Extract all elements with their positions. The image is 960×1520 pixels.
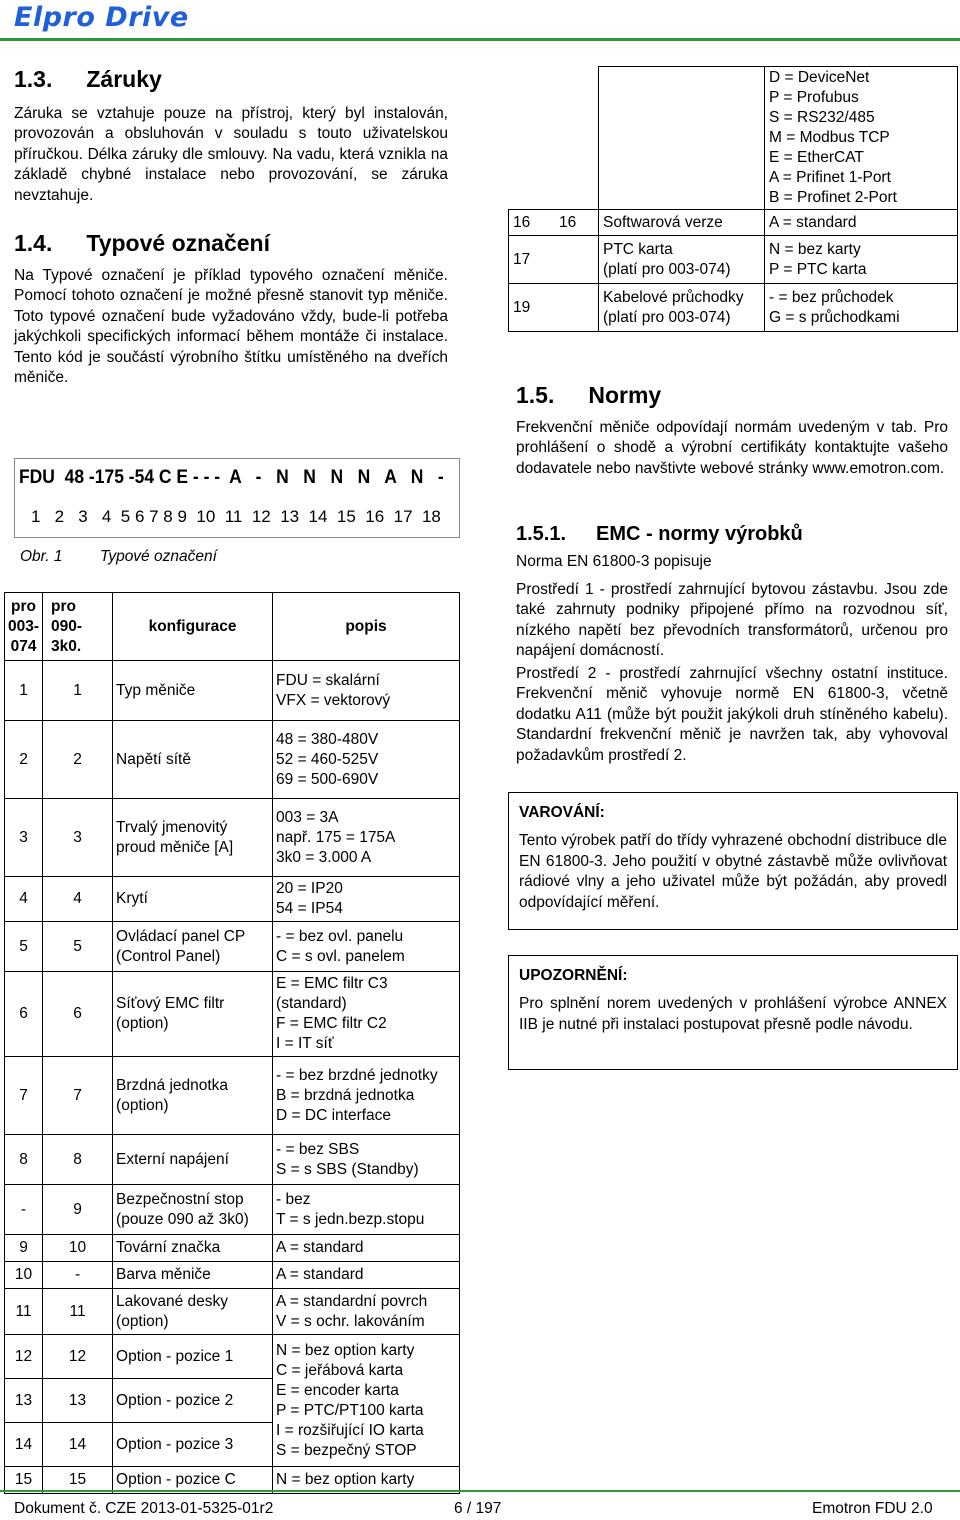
section-number: 1.5.1.	[516, 523, 567, 545]
footer-rule	[0, 1490, 960, 1492]
type-designation-text: Na Typové označení je příklad typového označení měniče. Pomocí tohoto označení je možné přesně stanovit typ měniče. Toto typové označení bude vyžadováno vždy, bude-li potřeba jakýchkoli specifických informací během montáže či instalace. Tento kód je součástí výrobního štítku umístěného na dveřích měniče.	[14, 267, 448, 387]
table-cell: Napětí sítě	[113, 721, 273, 799]
table-cell: 12	[5, 1335, 43, 1379]
table-row	[5, 799, 460, 877]
table-cell: - = bez průchodek G = s průchodkami	[765, 284, 958, 332]
table-cell: 1	[43, 661, 113, 721]
notice-box	[508, 955, 958, 1070]
position-003-074: 17	[513, 250, 531, 268]
table-cell: - = bez brzdné jednotky B = brzdná jednotka D = DC interface	[273, 1057, 460, 1135]
notice-text: Pro splnění norem uvedených v prohlášení výrobce ANNEX IIB je nutné při instalaci postupovat přesně podle návodu.	[519, 995, 947, 1033]
fieldbus-options: D = DeviceNet P = Profubus S = RS232/485 M = Modbus TCP E = EtherCAT A = Prifinet 1-Port B = Profinet 2-Port	[765, 67, 958, 210]
document-number: Dokument č. CZE 2013-01-5325-01r2	[14, 1500, 274, 1517]
environment-2-text: Prostředí 2 - prostředí zahrnující všechny ostatní instituce. Frekvenční měnič vyhovuje normě EN 61800-3, včetně dodatku A11 (může být použit jakýkoli druh stíněného kabelu). Standardní frekvenční měnič je navržen tak, aby vyhovoval požadavkům prostředí 2.	[516, 665, 948, 764]
table-cell: Option - pozice 1	[113, 1335, 273, 1379]
table-row	[5, 661, 460, 721]
table-cell: Externí napájení	[113, 1135, 273, 1185]
section-title: Typové označení	[86, 230, 270, 256]
table-cell: 4	[43, 877, 113, 922]
table-cell: Síťový EMC filtr (option)	[113, 972, 273, 1057]
brand-title: Elpro Drive	[14, 2, 189, 33]
table-row	[5, 1135, 460, 1185]
type-code-box	[14, 458, 460, 538]
table-cell: 14	[5, 1423, 43, 1467]
configuration-table	[4, 592, 460, 1494]
table-row	[5, 972, 460, 1057]
header-cell: popis	[273, 593, 460, 661]
table-cell: A = standardní povrch V = s ochr. lakováním	[273, 1289, 460, 1335]
header-cell: pro 003-074	[5, 593, 43, 661]
position-cell	[509, 210, 599, 236]
table-cell: - = bez ovl. panelu C = s ovl. panelem	[273, 922, 460, 972]
table-cell: Tovární značka	[113, 1235, 273, 1262]
header-rule	[0, 38, 960, 41]
table-row	[5, 1262, 460, 1289]
table-cell: 10	[43, 1235, 113, 1262]
position-090-3k0: 16	[559, 213, 577, 231]
section-1-4-heading	[14, 230, 270, 257]
header-cell: pro 090-3k0.	[43, 593, 113, 661]
table-cell: 14	[43, 1423, 113, 1467]
section-number: 1.5.	[516, 382, 555, 408]
type-code-line: FDU 48 -175 -54 C E - - - A - N N N N A N -	[19, 467, 444, 488]
table-cell: 4	[5, 877, 43, 922]
table-row	[5, 1235, 460, 1262]
warning-text: Tento výrobek patří do třídy vyhrazené obchodní distribuce dle EN 61800-3. Jeho použití v obytné zástavbě může ovlivňovat rádiové vlny a jeho uživatel může být požádán, aby provedl odpovídající měření.	[519, 832, 947, 911]
section-title: Záruky	[86, 66, 162, 92]
table-cell: 13	[5, 1379, 43, 1423]
figure-caption: Typové označení	[100, 548, 217, 565]
table-cell: 5	[43, 922, 113, 972]
table-row	[509, 67, 958, 210]
table-cell: 15	[5, 1467, 43, 1494]
table-cell: PTC karta (platí pro 003-074)	[599, 236, 765, 284]
position-cell	[509, 236, 599, 284]
table-cell: E = EMC filtr C3 (standard) F = EMC filtr C2 I = IT síť	[273, 972, 460, 1057]
table-cell: - = bez SBS S = s SBS (Standby)	[273, 1135, 460, 1185]
section-number: 1.3.	[14, 66, 53, 92]
table-cell: Bezpečnostní stop (pouze 090 až 3k0)	[113, 1185, 273, 1235]
table-cell: 8	[43, 1135, 113, 1185]
table-cell: Option - pozice C	[113, 1467, 273, 1494]
table-row	[5, 1335, 460, 1379]
table-cell: 8	[5, 1135, 43, 1185]
table-cell: 2	[5, 721, 43, 799]
warranty-text: Záruka se vztahuje pouze na přístroj, který byl instalován, provozován a obsluhován v souladu s touto uživatelskou příručkou. Délka záruky dle smlouvy. Na vadu, která vznikla na základě chybné instalace nebo provozování, se záruka nevztahuje.	[14, 105, 448, 204]
page-number: 6 / 197	[454, 1500, 502, 1517]
table-cell: A = standard	[273, 1262, 460, 1289]
figure-label: Obr. 1	[20, 548, 63, 565]
table-cell: A = standard	[765, 210, 958, 236]
table-row	[509, 210, 958, 236]
section-title: EMC - normy výrobků	[596, 523, 803, 545]
section-1-5-1-heading	[516, 523, 803, 546]
table-cell: 13	[43, 1379, 113, 1423]
table-cell: Kabelové průchodky (platí pro 003-074)	[599, 284, 765, 332]
table-cell: Option - pozice 3	[113, 1423, 273, 1467]
section-1-5-heading	[516, 382, 661, 409]
option-card-options: N = bez option karty C = jeřábová karta E = encoder karta P = PTC/PT100 karta I = rozšiřující IO karta S = bezpečný STOP	[273, 1335, 460, 1467]
product-name: Emotron FDU 2.0	[812, 1500, 933, 1517]
table-cell: Barva měniče	[113, 1262, 273, 1289]
table-cell: 20 = IP20 54 = IP54	[273, 877, 460, 922]
notice-title: UPOZORNĚNÍ:	[519, 967, 628, 984]
table-row	[509, 236, 958, 284]
table-cell: 11	[43, 1289, 113, 1335]
position-003-074: 19	[513, 298, 531, 316]
table-header-row	[5, 593, 460, 661]
table-row	[5, 877, 460, 922]
table-row	[509, 284, 958, 332]
section-title: Normy	[588, 382, 662, 408]
table-cell: 15	[43, 1467, 113, 1494]
table-cell: Ovládací panel CP (Control Panel)	[113, 922, 273, 972]
configuration-table-continued	[508, 66, 958, 332]
table-cell: 48 = 380-480V 52 = 460-525V 69 = 500-690V	[273, 721, 460, 799]
section-1-3-heading	[14, 66, 162, 93]
table-row	[5, 1289, 460, 1335]
type-code-positions: 1 2 3 4 5 6 7 8 9 10 11 12 13 14 15 16 17 18	[31, 507, 441, 526]
table-cell: - bez T = s jedn.bezp.stopu	[273, 1185, 460, 1235]
table-cell: Softwarová verze	[599, 210, 765, 236]
table-cell: 3	[5, 799, 43, 877]
table-cell: 2	[43, 721, 113, 799]
table-cell: Typ měniče	[113, 661, 273, 721]
emc-norm: Norma EN 61800-3 popisuje	[516, 553, 712, 570]
table-row	[5, 721, 460, 799]
table-cell: 6	[5, 972, 43, 1057]
table-cell: 6	[43, 972, 113, 1057]
table-cell: -	[43, 1262, 113, 1289]
table-cell: N = bez karty P = PTC karta	[765, 236, 958, 284]
warning-box	[508, 792, 958, 930]
table-cell: 7	[43, 1057, 113, 1135]
table-row	[5, 1057, 460, 1135]
environment-1-text: Prostředí 1 - prostředí zahrnující bytovou zástavbu. Jsou zde také zahrnuty podniky připojené přímo na rozvodnou síť, nízkého napětí bez převodních transformátorů, určenou pro napájení domácností.	[516, 581, 948, 660]
table-cell: 5	[5, 922, 43, 972]
table-cell: N = bez option karty	[273, 1467, 460, 1494]
position-003-074: 16	[513, 213, 531, 231]
table-cell: 003 = 3A např. 175 = 175A 3k0 = 3.000 A	[273, 799, 460, 877]
section-number: 1.4.	[14, 230, 53, 256]
table-cell: Brzdná jednotka (option)	[113, 1057, 273, 1135]
table-cell: 1	[5, 661, 43, 721]
table-row	[5, 922, 460, 972]
table-cell: A = standard	[273, 1235, 460, 1262]
table-cell: 11	[5, 1289, 43, 1335]
table-cell: Option - pozice 2	[113, 1379, 273, 1423]
header-cell: konfigurace	[113, 593, 273, 661]
table-cell: Trvalý jmenovitý proud měniče [A]	[113, 799, 273, 877]
table-row	[5, 1185, 460, 1235]
table-cell: 9	[43, 1185, 113, 1235]
table-cell: 9	[5, 1235, 43, 1262]
table-cell: 7	[5, 1057, 43, 1135]
table-cell: Krytí	[113, 877, 273, 922]
table-cell: -	[5, 1185, 43, 1235]
warning-title: VAROVÁNÍ:	[519, 804, 605, 821]
table-cell: Lakované desky (option)	[113, 1289, 273, 1335]
position-cell	[509, 284, 599, 332]
table-cell: 12	[43, 1335, 113, 1379]
table-cell: FDU = skalární VFX = vektorový	[273, 661, 460, 721]
table-cell: 3	[43, 799, 113, 877]
standards-text: Frekvenční měniče odpovídají normám uvedeným v tab. Pro prohlášení o shodě a výrobní certifikáty kontaktujte vašeho dodavatele nebo navštivte webové stránky www.emotron.com.	[516, 419, 948, 477]
table-cell: 10	[5, 1262, 43, 1289]
